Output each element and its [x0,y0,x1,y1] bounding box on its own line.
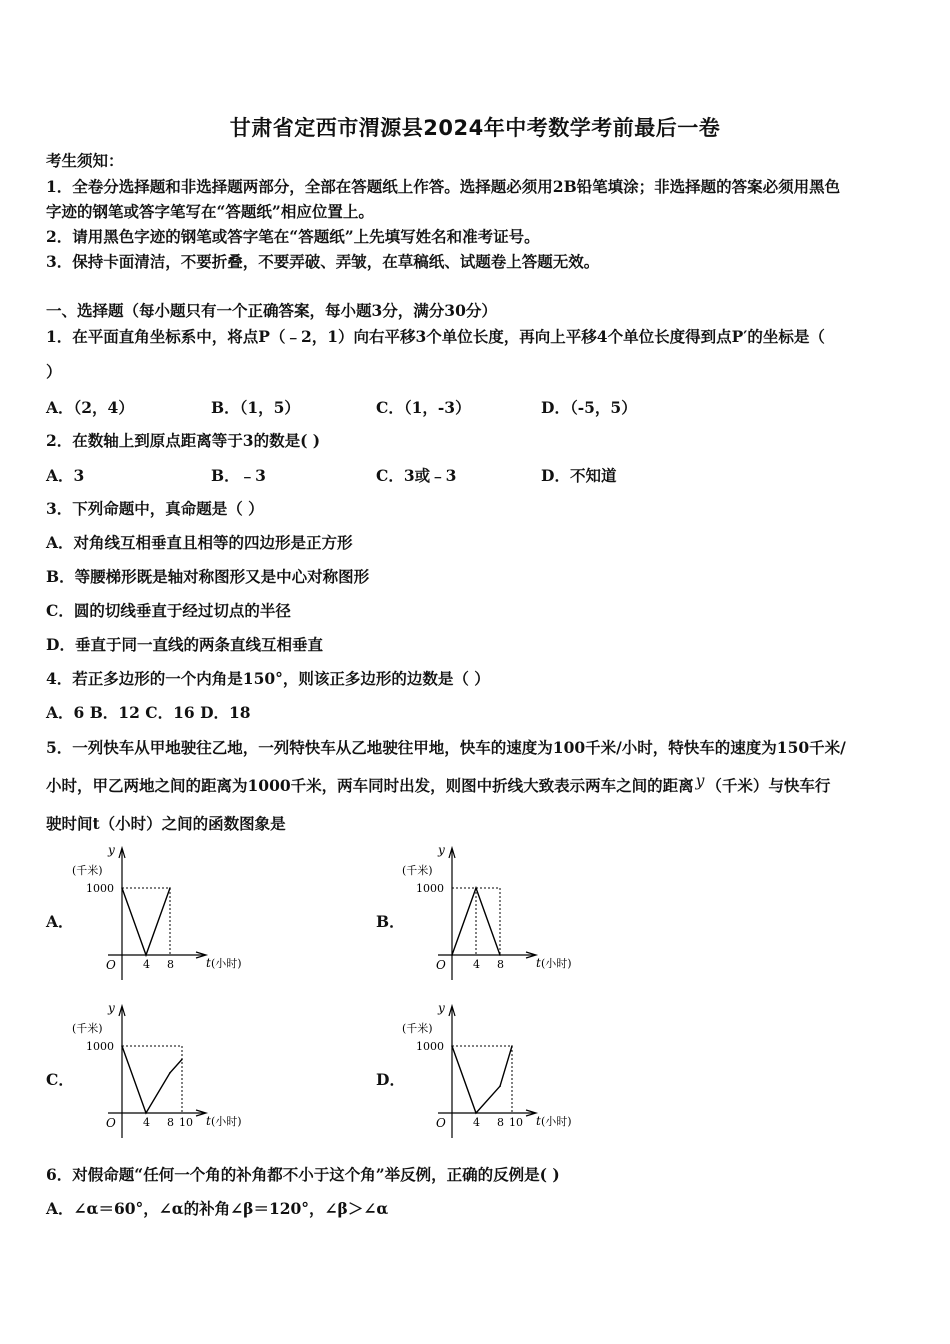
graph-c [66,1000,266,1140]
question-4-stem: 4．若正多边形的一个内角是150°，则该正多边形的边数是（ ） [46,669,490,688]
y-axis-label: y [108,1001,115,1015]
question-2-option-d: D．不知道 [541,466,617,485]
question-1-option-b: B．（1，5） [211,398,300,417]
x-tick-label: 8 [497,958,504,971]
origin-label: O [106,1116,116,1130]
question-1-option-c: C．（1，-3） [376,398,471,417]
question-2-option-b: B．﹣3 [211,466,266,485]
x-axis-label: t [206,1114,211,1128]
y-tick-label: 1000 [416,1040,444,1053]
x-tick-label: 4 [473,1116,480,1129]
y-tick-label: 1000 [86,1040,114,1053]
data-point [181,1059,183,1061]
y-axis-unit: (千米) [402,864,433,877]
question-2-option-c: C．3或﹣3 [376,466,457,485]
data-polyline [452,1046,512,1113]
origin-label: O [436,958,446,972]
graph-b-label: B． [376,912,405,931]
data-point [475,887,477,889]
question-3-option-d: D．垂直于同一直线的两条直线互相垂直 [46,635,323,654]
x-axis-label: t [536,956,541,970]
y-axis-unit: (千米) [72,1022,103,1035]
data-point [511,1045,513,1047]
question-5-line-2-part-1: 小时，甲乙两地之间的距离为1000千米，两车同时出发，则图中折线大致表示两车之间的距离 [46,776,694,795]
x-tick-label: 8 [167,958,174,971]
question-1-stem-line-2: ） [46,362,62,381]
x-axis-unit: (小时) [211,1115,242,1128]
y-tick-label: 1000 [416,882,444,895]
question-2-stem: 2．在数轴上到原点距离等于3的数是( ) [46,431,321,450]
notice-heading: 考生须知： [46,151,124,170]
graph-d-label: D． [376,1070,405,1089]
notice-item-1-line-2: 字迹的钢笔或答字笔写在“答题纸”相应位置上。 [46,202,374,221]
graph-b [396,842,596,982]
question-2-option-a: A．3 [46,466,85,485]
data-point [145,1112,147,1114]
question-5-stem-line-2 [46,772,910,797]
x-axis-unit: (小时) [211,957,242,970]
y-tick-label: 1000 [86,882,114,895]
notice-item-2: 2．请用黑色字迹的钢笔或答字笔在“答题纸”上先填写姓名和准考证号。 [46,227,540,246]
data-point [169,887,171,889]
x-axis-label: t [536,1114,541,1128]
notice-item-1-line-1: 1．全卷分选择题和非选择题两部分，全部在答题纸上作答。选择题必须用2B铅笔填涂；非选择题的答案必须用黑色 [46,177,841,196]
data-point [451,1045,453,1047]
variable-y: y [695,772,705,790]
question-4-options: A．6 B．12 C．16 D．18 [46,703,251,722]
question-6-stem: 6．对假命题“任何一个角的补角都不小于这个角”举反例，正确的反例是( ) [46,1165,560,1184]
x-tick-label: 10 [179,1116,193,1129]
y-axis-label: y [108,843,115,857]
graph-a-label: A． [46,912,74,931]
question-5-stem-line-1: 5．一列快车从甲地驶往乙地，一列特快车从乙地驶往甲地，快车的速度为100千米/小时，特快车的速度为150千米/ [46,738,846,757]
page-title: 甘肃省定西市渭源县2024年中考数学考前最后一卷 [229,116,721,140]
x-tick-label: 4 [143,958,150,971]
data-polyline [122,888,170,955]
data-point [475,1112,477,1114]
question-1-stem-line-1: 1．在平面直角坐标系中，将点P（﹣2，1）向右平移3个单位长度，再向上平移4个单位长度得到点P′的坐标是（ [46,327,825,346]
x-tick-label: 4 [473,958,480,971]
question-1-option-a: A．（2，4） [46,398,134,417]
graph-a [66,842,266,982]
data-point [499,1085,501,1087]
x-tick-label: 8 [497,1116,504,1129]
data-polyline [122,1046,182,1113]
y-axis-unit: (千米) [402,1022,433,1035]
question-5-line-2-part-2: （千米）与快车行 [706,776,831,795]
question-5-stem-line-3: 驶时间t（小时）之间的函数图象是 [46,814,286,833]
question-1-option-d: D．（-5，5） [541,398,637,417]
data-point [169,1072,171,1074]
x-axis-unit: (小时) [541,957,572,970]
question-3-stem: 3．下列命题中，真命题是（ ） [46,499,264,518]
question-3-option-b: B．等腰梯形既是轴对称图形又是中心对称图形 [46,567,370,586]
graph-c-label: C． [46,1070,74,1089]
origin-label: O [106,958,116,972]
data-point [451,954,453,956]
y-axis-label: y [438,843,445,857]
question-3-option-a: A．对角线互相垂直且相等的四边形是正方形 [46,533,353,552]
data-point [499,954,501,956]
graph-d [396,1000,596,1140]
data-point [121,1045,123,1047]
x-tick-label: 8 [167,1116,174,1129]
x-tick-label: 4 [143,1116,150,1129]
notice-item-3: 3．保持卡面清洁，不要折叠，不要弄破、弄皱，在草稿纸、试题卷上答题无效。 [46,252,600,271]
question-6-option-a: A．∠α＝60°，∠α的补角∠β＝120°，∠β＞∠α [46,1199,389,1218]
origin-label: O [436,1116,446,1130]
x-axis-unit: (小时) [541,1115,572,1128]
question-3-option-c: C．圆的切线垂直于经过切点的半径 [46,601,291,620]
x-tick-label: 10 [509,1116,523,1129]
data-point [121,887,123,889]
y-axis-unit: (千米) [72,864,103,877]
data-point [145,954,147,956]
section-heading: 一、选择题（每小题只有一个正确答案，每小题3分，满分30分） [46,301,497,320]
x-axis-label: t [206,956,211,970]
y-axis-label: y [438,1001,445,1015]
